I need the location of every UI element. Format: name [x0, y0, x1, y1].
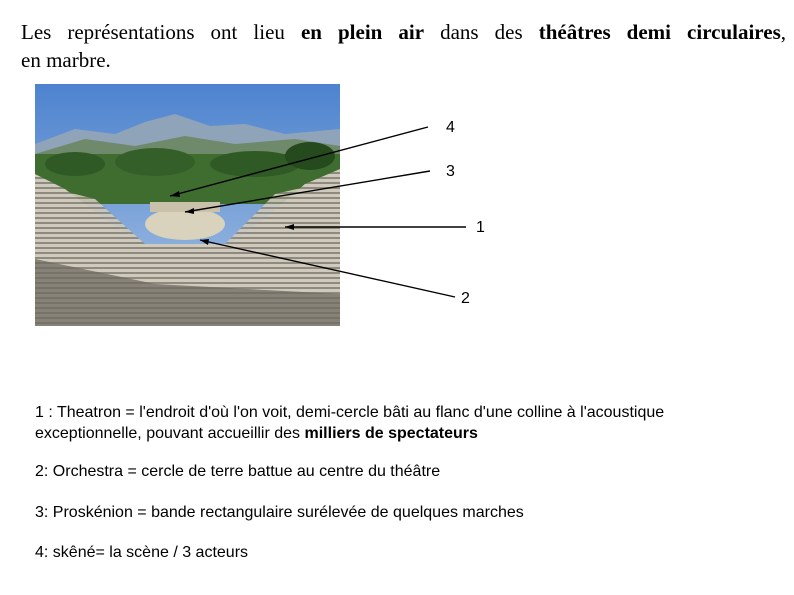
title-text-1: Les représentations ont lieu — [21, 20, 301, 44]
legend-item-1-line1: 1 : Theatron = l'endroit d'où l'on voit, demi-cercle bâti au flanc d'une colline à l'acoustique — [35, 404, 665, 421]
callout-arrow-2 — [200, 239, 209, 245]
label-3: 3 — [446, 163, 455, 180]
title-text-2: dans des — [424, 20, 539, 44]
title-line-2: en marbre. — [21, 48, 111, 72]
callout-line-4 — [170, 127, 428, 196]
legend-item-3: 3: Proskénion = bande rectangulaire surélevée de quelques marches — [35, 504, 524, 521]
legend-item-1-line2 — [35, 423, 775, 444]
label-1: 1 — [476, 219, 485, 236]
label-2: 2 — [461, 290, 470, 307]
callout-line-2 — [200, 240, 455, 297]
legend-item-1-text: exceptionnelle, pouvant accueillir des — [35, 425, 305, 442]
callout-arrow-3 — [185, 208, 194, 214]
callout-line-3 — [185, 171, 430, 212]
title-bold-theatres: théâtres demi circulaires — [538, 20, 781, 44]
legend-item-1-bold: milliers de spectateurs — [304, 425, 478, 442]
legend-item-4: 4: skêné= la scène / 3 acteurs — [35, 544, 249, 561]
callout-arrow-4 — [170, 191, 180, 197]
legend-item-1 — [35, 402, 775, 444]
title-text-3: , — [780, 20, 786, 44]
legend-item-2: 2: Orchestra = cercle de terre battue au centre du théâtre — [35, 463, 441, 480]
label-4: 4 — [446, 119, 455, 136]
callout-arrow-1 — [285, 224, 294, 230]
title-bold-plein-air: en plein air — [300, 20, 425, 44]
